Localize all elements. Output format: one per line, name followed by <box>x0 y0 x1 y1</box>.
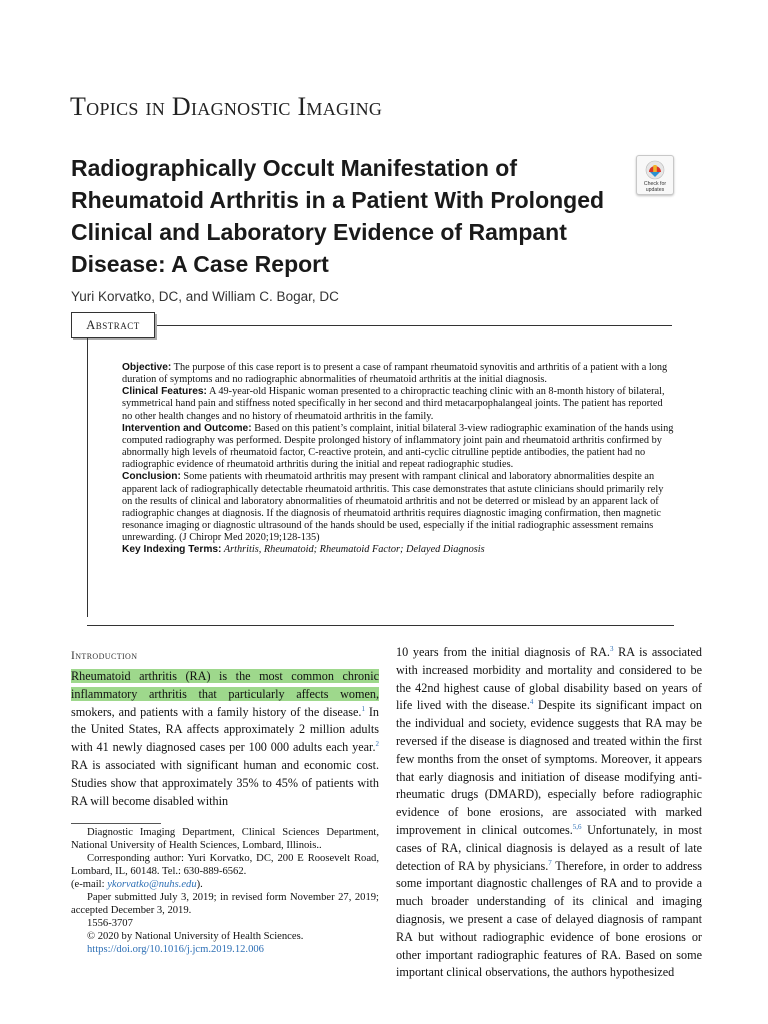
intro-text-3: RA is associated with significant human and economic cost. Studies show that approximately 35% to 45% of patients with RA will become disabled within <box>71 757 379 808</box>
email-prefix: (e-mail: <box>71 879 108 890</box>
citation-link[interactable]: 4 <box>529 698 534 707</box>
key-terms-label: Key Indexing Terms: <box>122 544 222 556</box>
right-column-paragraph <box>396 644 702 982</box>
badge-line-2: updates <box>645 186 665 193</box>
body-text-4: Unfortunately, in most cases of RA, clinical diagnosis is delayed as a result of late detection of RA by physicians. <box>396 822 702 873</box>
citation-link[interactable]: 3 <box>609 645 614 653</box>
body-text-5: Therefore, in order to address some important diagnostic challenges of RA and to provide a much broader understanding of its clinical and imaging diagnosis, we present a case of delayed diagnosis of rampant RA but without radiographic evidence of bone erosions or other important radiographic features of RA. Based on some important clinical observations, the authors hypothesized <box>396 858 703 980</box>
abstract-key-terms <box>122 544 674 556</box>
abstract-body <box>122 362 674 557</box>
footnote-affiliation: Diagnostic Imaging Department, Clinical Sciences Department, National University of Health Sciences, Lombard, Illinois.. <box>71 827 379 851</box>
abstract-clinical-features <box>122 386 674 422</box>
abstract-bottom-rule <box>87 625 674 626</box>
intro-paragraph <box>71 668 379 810</box>
abstract-top-rule <box>71 325 672 326</box>
citation-link[interactable]: 5,6 <box>572 822 582 831</box>
clinical-features-label: Clinical Features: <box>122 386 207 398</box>
body-text-1: 10 years from the initial diagnosis of RA. <box>396 645 610 659</box>
doi-link[interactable]: https://doi.org/10.1016/j.jcm.2019.12.006 <box>87 944 264 955</box>
highlighted-sentence[interactable]: Rheumatoid arthritis (RA) is the most common chronic inflammatory arthritis that particularly affects women, <box>71 669 379 701</box>
footnote-corresponding: Corresponding author: Yuri Korvatko, DC, 200 E Roosevelt Road, Lombard, IL, 60148. Tel.: 630-889-6562. <box>71 853 379 877</box>
body-text-2: RA is associated with increased morbidity and mortality and considered to be the 42nd highest cause of global disability based on years of life lived with the disease. <box>396 645 702 713</box>
footnote-issn: 1556-3707 <box>87 918 133 929</box>
objective-text: The purpose of this case report is to present a case of rampant rheumatoid synovitis and arthritis of a patient with a long duration of symptoms and no radiographic abnormalities of rheumatoid arthritis at the initial diagnosis. <box>122 362 668 386</box>
author-list: Yuri Korvatko, DC, and William C. Bogar, DC <box>71 289 339 304</box>
body-text-3: Despite its significant impact on the individual and society, evidence suggests that RA may be reversed if the disease is diagnosed and treated within the first few months from the onset of symptoms. Moreover, it appears that early diagnosis and initiation of disease modifying anti-rheumatic drugs (DMARD), especially before radiographic evidence of bone erosions, are associated with marked improvement in clinical outcomes. <box>396 698 702 837</box>
article-title: Radiographically Occult Manifestation of Rheumatoid Arthritis in a Patient With Prolonged Clinical and Laboratory Evidence of Rampant Disease: A Case Report <box>71 155 605 277</box>
key-terms-text: Arthritis, Rheumatoid; Rheumatoid Factor; Delayed Diagnosis <box>221 544 485 556</box>
citation-link[interactable]: 1 <box>361 704 365 713</box>
intervention-text: Based on this patient’s complaint, initial bilateral 3-view radiographic examination of the hands using computed radiography was performed. Despite prolonged history of inflammatory joint pain and rheumatoid arthritis confirmed by abnormally high levels of rheumatoid factor, C-reactive protein, and anti-cyclic citrulline peptide antibodies, the patient had no radiographic evidence of rheumatoid arthritis during the initial and repeat radiographic studies. <box>122 422 674 471</box>
email-suffix: ). <box>196 879 203 890</box>
footnote-rule <box>71 823 161 824</box>
clinical-features-text: A 49-year-old Hispanic woman presented to a chiropractic teaching clinic with an 8-month history of bilateral, symmetrical hand pain and stiffness noted specifically in her second and third metacarpophalangeal joints. The patient has reported no other health changes and no history of rheumatoid arthritis in the family. <box>122 386 665 422</box>
intervention-label: Intervention and Outcome: <box>122 422 252 434</box>
conclusion-text: Some patients with rheumatoid arthritis may present with rampant clinical and laboratory abnormalities despite an apparent lack of radiographically detectable rheumatoid arthritis. This case demonstrates that astute clinicians should primarily rely on the results of clinical and laboratory abnormalities of rheumatoid arthritis and not be deterred or mislead by an apparent lack of radiographic changes at diagnosis. If the diagnosis of rheumatoid arthritis requires diagnostic imaging confirmation, then magnetic resonance imaging or diagnostic ultrasound of the hands should be used, especially if the initial radiographic assessment remains unrewarding. (J Chiropr Med 2020;19;128-135) <box>122 471 664 544</box>
citation-link[interactable]: 2 <box>375 740 379 749</box>
abstract-conclusion <box>122 471 674 544</box>
footnote-submitted: Paper submitted July 3, 2019; in revised form November 27, 2019; accepted December 3, 2019. <box>71 892 379 916</box>
footnote-copyright: © 2020 by National University of Health Sciences. <box>87 931 304 942</box>
intro-text-1: smokers, and patients with a family history of the disease. <box>71 704 362 719</box>
crossmark-icon <box>645 160 665 180</box>
email-link[interactable]: ykorvatko@nuhs.edu <box>107 879 197 890</box>
check-for-updates-button[interactable] <box>636 155 674 195</box>
intro-text-2: In the United States, RA affects approximately 2 million adults with 41 newly diagnosed cases per 100 000 adults each year. <box>71 704 380 755</box>
badge-line-1: Check for <box>643 181 667 187</box>
journal-name: Topics in Diagnostic Imaging <box>70 92 383 121</box>
abstract-side-rule <box>87 338 88 617</box>
abstract-intervention <box>122 423 674 472</box>
objective-label: Objective: <box>122 362 172 373</box>
section-heading-introduction: Introduction <box>71 650 138 662</box>
conclusion-label: Conclusion: <box>122 471 181 483</box>
footnote-email <box>71 878 379 891</box>
footnotes <box>71 826 379 956</box>
citation-link[interactable]: 7 <box>548 858 552 867</box>
abstract-label: Abstract <box>71 312 155 338</box>
abstract-objective <box>122 362 674 386</box>
